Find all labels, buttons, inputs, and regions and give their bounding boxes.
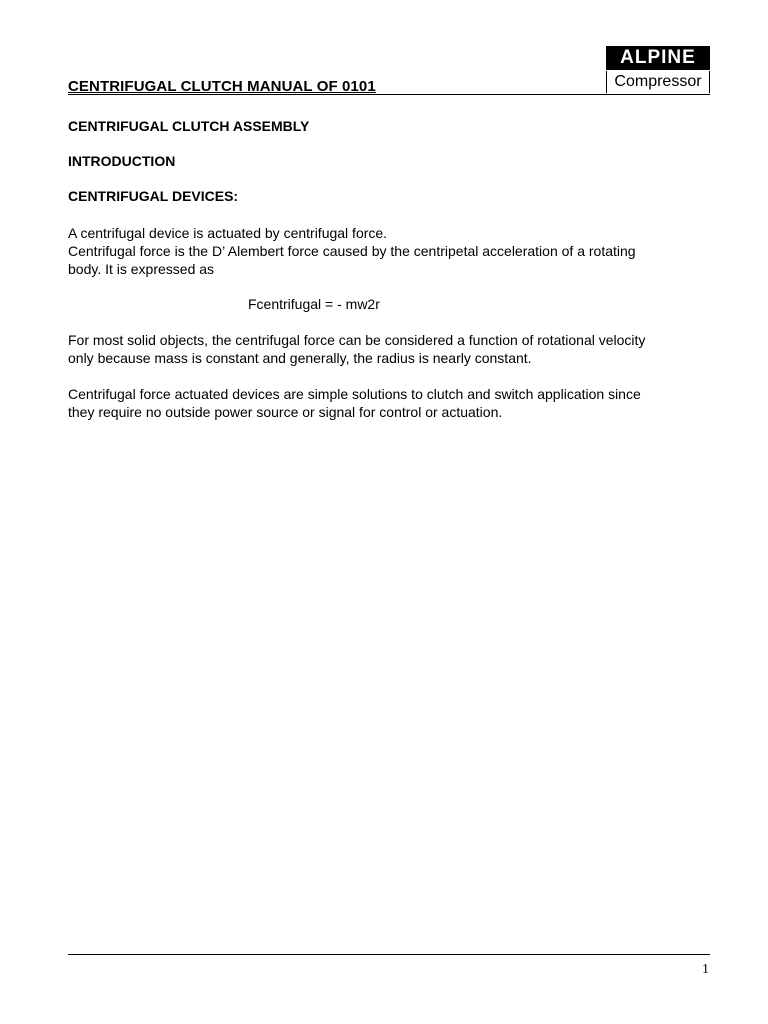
paragraph-definition — [68, 224, 718, 278]
paragraph-solid-objects — [68, 331, 718, 367]
heading-assembly: CENTRIFUGAL CLUTCH ASSEMBLY — [68, 118, 310, 134]
paragraph-devices — [68, 385, 718, 421]
paragraph-line: A centrifugal device is actuated by centrifugal force. — [68, 225, 388, 241]
logo-brand-text: ALPINE — [606, 46, 710, 70]
centrifugal-force-formula: Fcentrifugal = - mw2r — [248, 296, 380, 312]
paragraph-line: Centrifugal force actuated devices are simple solutions to clutch and switch application since — [68, 386, 641, 402]
alpine-compressor-logo — [606, 46, 710, 94]
paragraph-line: For most solid objects, the centrifugal force can be considered a function of rotational velocity — [68, 332, 646, 348]
document-title: CENTRIFUGAL CLUTCH MANUAL OF 0101 — [68, 78, 376, 95]
page-number: 1 — [702, 962, 709, 977]
heading-introduction: INTRODUCTION — [68, 153, 176, 169]
paragraph-line: body. It is expressed as — [68, 261, 215, 277]
paragraph-line: only because mass is constant and generally, the radius is nearly constant. — [68, 350, 532, 366]
logo-subtitle-text: Compressor — [606, 71, 710, 93]
heading-centrifugal-devices: CENTRIFUGAL DEVICES: — [68, 188, 239, 204]
paragraph-line: they require no outside power source or signal for control or actuation. — [68, 404, 503, 420]
header-rule — [68, 94, 710, 95]
paragraph-line: Centrifugal force is the D’ Alembert force caused by the centripetal acceleration of a rotating — [68, 243, 636, 259]
footer-rule — [68, 954, 710, 955]
